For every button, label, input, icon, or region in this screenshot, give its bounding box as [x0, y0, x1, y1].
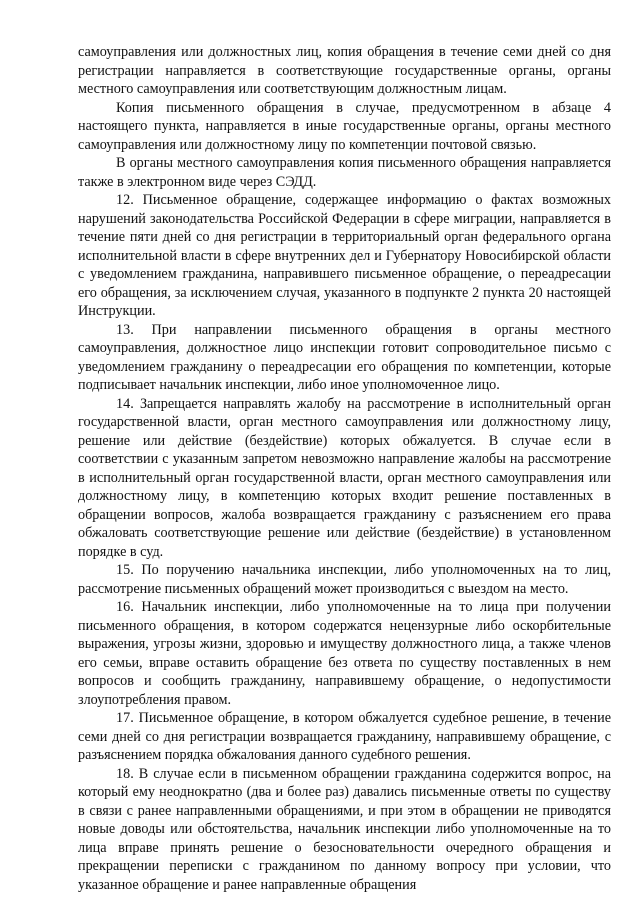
paragraph-continued: самоуправления или должностных лиц, копия обращения в течение семи дней со дня регистрации направляется в соответствующие государственные органы, органы местного самоуправления или соответствующим должностным лицам. [78, 44, 611, 97]
paragraph-12: 12. Письменное обращение, содержащее информацию о фактах возможных нарушений законодательства Российской Федерации в сфере миграции, направляется в течение пяти дней со дня регистрации в территориальный орган федерального органа исполнительной власти в сфере внутренних дел и Губернатору Новосибирской области с уведомлением гражданина, направившего письменное обращение, о переадресации его обращения, за исключением случая, указанного в подпункте 2 пункта 20 настоящей Инструкции. [78, 192, 611, 319]
paragraph-17: 17. Письменное обращение, в котором обжалуется судебное решение, в течение семи дней со дня регистрации возвращается гражданину, направившему обращение, с разъяснением порядка обжалования данного судебного решения. [78, 710, 611, 763]
paragraph-14: 14. Запрещается направлять жалобу на рассмотрение в исполнительный орган государственной власти, орган местного самоуправления или должностному лицу, решение или действие (бездействие) которых обжалуется. В случае если в соответствии с указанным запретом невозможно направление жалобы на рассмотрение в исполнительный орган государственной власти, орган местного самоуправления или должностному лицу, в компетенцию которых входит решение поставленных в обращении вопросов, жалоба возвращается гражданину с разъяснением его права обжаловать соответствующие решение или действие (бездействие) в установленном порядке в суд. [78, 395, 611, 560]
paragraph-18: 18. В случае если в письменном обращении гражданина содержится вопрос, на который ему неоднократно (два и более раз) давались письменные ответы по существу в связи с ранее направленными обращениями, и при этом в обращении не приводятся новые доводы или обстоятельства, начальник инспекции либо уполномоченные на то лица вправе принять решение о безосновательности очередного обращения и прекращении переписки с гражданином по данному вопросу при условии, что указанное обращение и ранее направленные обращения [78, 765, 611, 893]
paragraph-13: 13. При направлении письменного обращения в органы местного самоуправления, должностное лицо инспекции готовит сопроводительное письмо с уведомлением гражданину о переадресации его обращения по компетенции, которые подписывает начальник инспекции, либо иное уполномоченное лицо. [78, 321, 611, 393]
paragraph-15: 15. По поручению начальника инспекции, либо уполномоченных на то лиц, рассмотрение письменных обращений может производиться с выездом на место. [78, 562, 611, 597]
paragraph-sedd: В органы местного самоуправления копия письменного обращения направляется также в электронном виде через СЭДД. [78, 155, 611, 190]
paragraph-16: 16. Начальник инспекции, либо уполномоченные на то лица при получении письменного обращения, в котором содержатся нецензурные либо оскорбительные выражения, угрозы жизни, здоровью и имуществу должностного лица, а также членов его семьи, вправе оставить обращение без ответа по существу поставленных в нем вопросов и сообщить гражданину, направившему обращение, о недопустимости злоупотребления правом. [78, 599, 611, 708]
document-page [78, 43, 611, 894]
paragraph-copy-abzac4: Копия письменного обращения в случае, предусмотренном в абзаце 4 настоящего пункта, направляется в иные государственные органы, органы местного самоуправления или должностному лицу по компетенции почтовой связью. [78, 99, 611, 153]
